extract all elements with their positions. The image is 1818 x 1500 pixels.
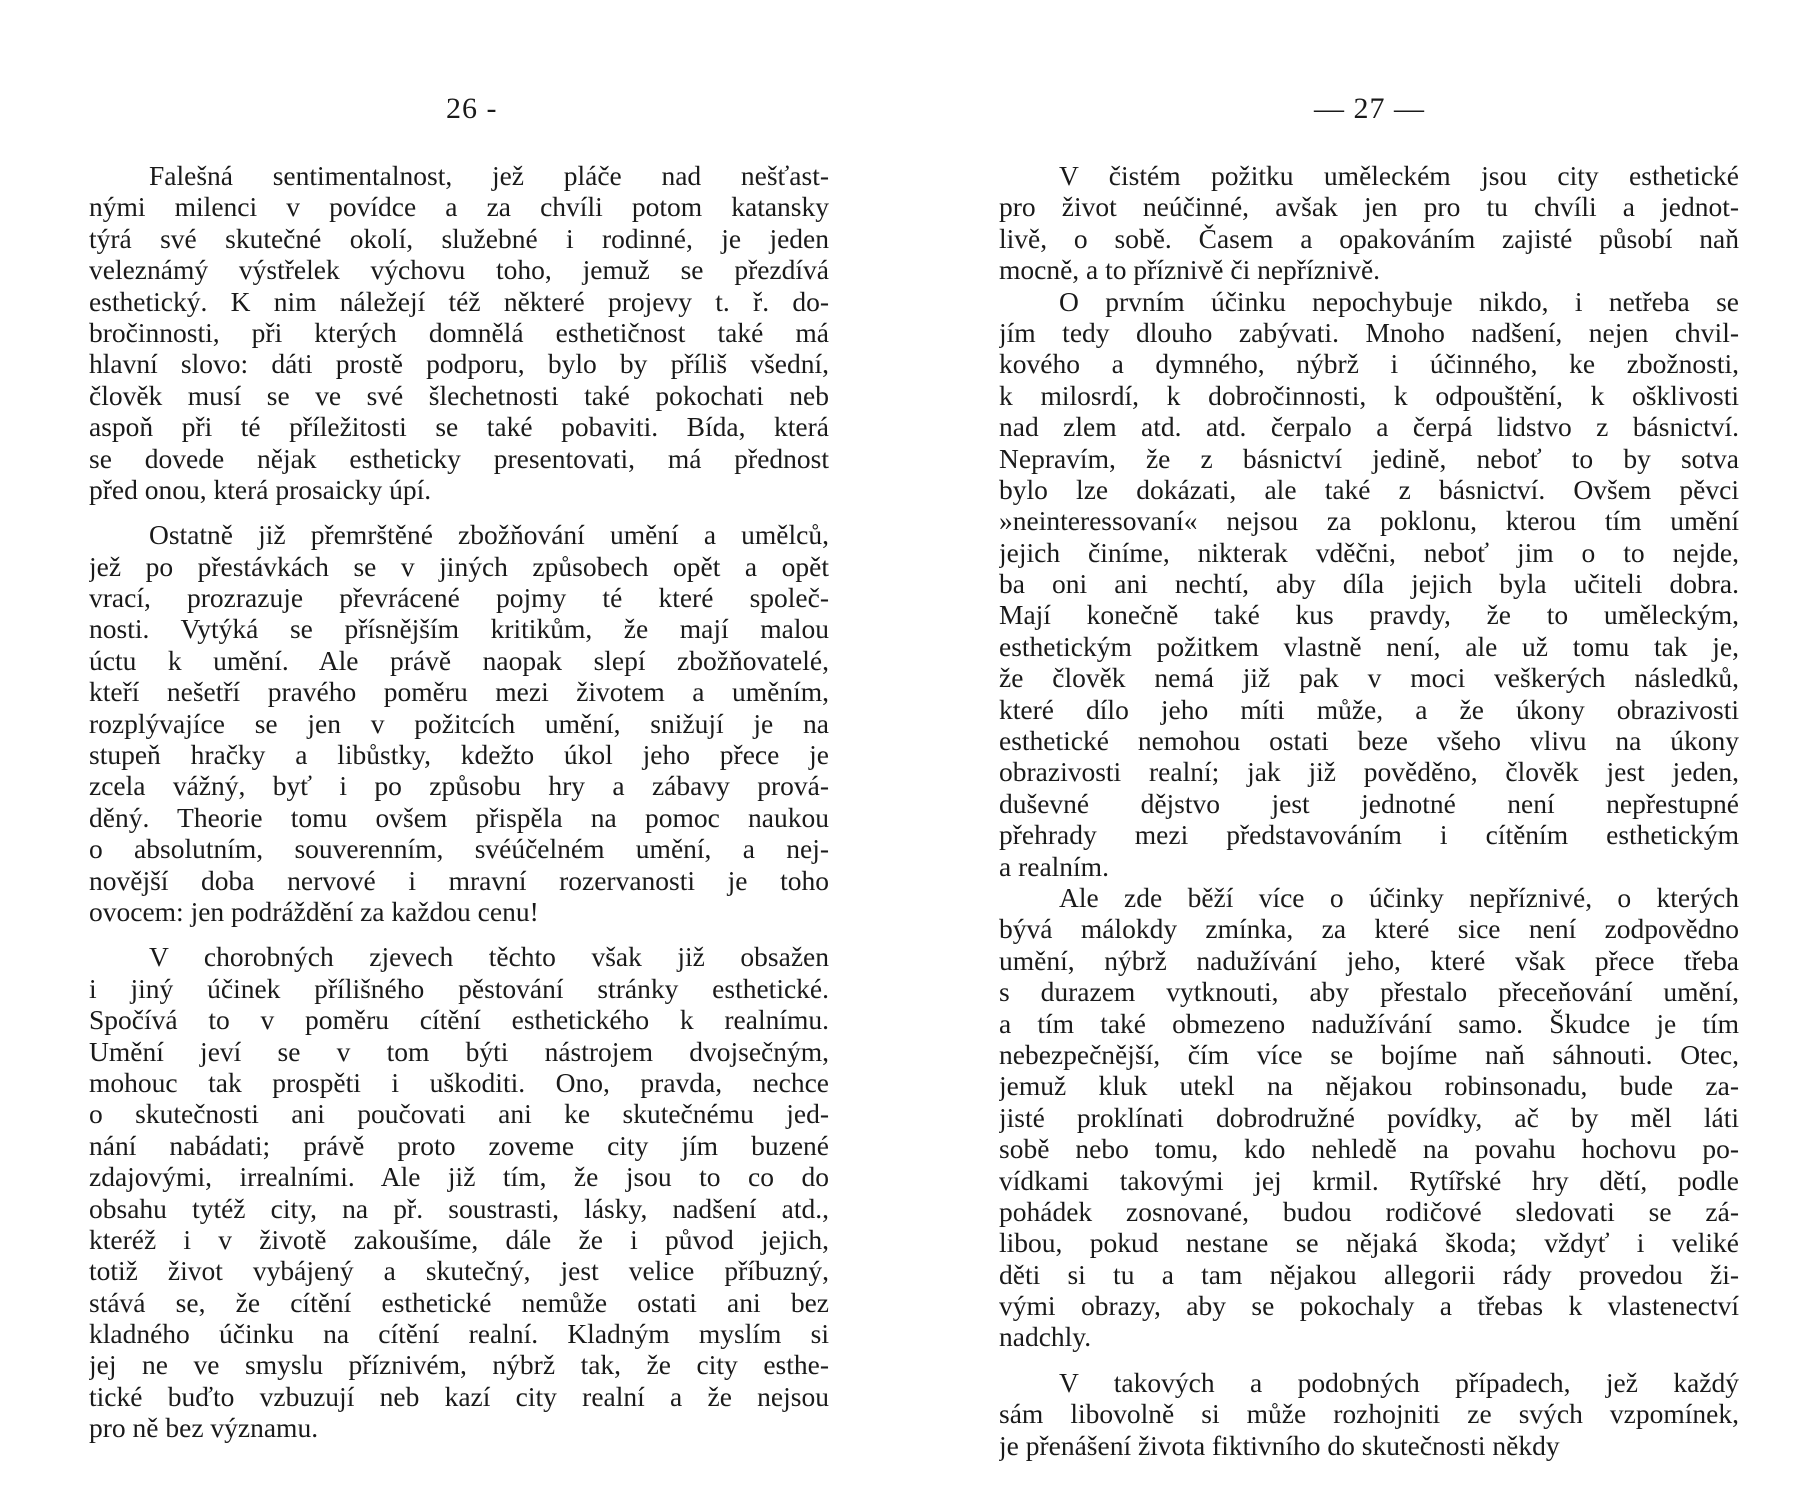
text-line: Spočívá to v poměru cítění esthetického k realnímu. <box>89 1004 829 1036</box>
text-line: nými milenci v povídce a za chvíli potom katansky <box>89 191 829 223</box>
text-line: i jiný účinek přílišného pěstování stránky esthetické. <box>89 972 829 1004</box>
text-line: livě, o sobě. Časem a opakováním zajisté působí naň <box>999 222 1739 254</box>
text-line: pro život neúčinné, avšak jen pro tu chvíli a jednot- <box>999 191 1739 223</box>
text-line: Falešná sentimentalnost, jež pláče nad nešťast- <box>149 160 829 191</box>
text-line: ovocem: jen podráždění za každou cenu! <box>89 895 539 927</box>
paragraph <box>89 160 829 505</box>
text-line: obsahu tytéž city, na př. soustrasti, lásky, nadšení atd., <box>89 1192 829 1224</box>
paragraph <box>89 519 829 927</box>
text-line: kteréž i v životě zakoušíme, dále že i původ jejich, <box>89 1223 829 1255</box>
text-line: esthetický. K nim náležejí též některé projevy t. ř. do- <box>89 285 829 317</box>
text-line: zdajovými, irrealními. Ale již tím, že jsou to co do <box>89 1161 829 1193</box>
paragraph-gap <box>89 505 829 519</box>
text-line: stává se, že cítění esthetické nemůže ostati ani bez <box>89 1286 829 1318</box>
text-line: mohouc tak prospěti i uškoditi. Ono, pravda, nechce <box>89 1066 829 1098</box>
text-line: hlavní slovo: dáti prostě podporu, bylo by příliš všední, <box>89 348 829 380</box>
text-line: přehrady mezi představováním i cítěním esthetickým <box>999 819 1739 851</box>
text-line: nání nabádati; právě proto zoveme city jím buzené <box>89 1129 829 1161</box>
text-line: novější doba nervové i mravní rozervanosti je toho <box>89 864 829 896</box>
text-line: Ale zde běží více o účinky nepříznivé, o kterých <box>1059 881 1739 913</box>
text-line: bylo lze dokázati, ale také z básnictví. Ovšem pěvci <box>999 473 1739 505</box>
text-line: člověk musí se ve své šlechetnosti také pokochati neb <box>89 379 829 411</box>
text-line: bývá málokdy zmínka, za které sice není zodpovědno <box>999 913 1739 945</box>
right-page <box>909 0 1818 1500</box>
text-line: sobě nebo tomu, kdo nehledě na povahu hochovu po- <box>999 1133 1739 1165</box>
text-line: a tím také obmezeno nadužívání samo. Škudce je tím <box>999 1007 1739 1039</box>
text-line: vídkami takovými jej krmil. Rytířské hry dětí, podle <box>999 1164 1739 1196</box>
text-line: Nepravím, že z básnictví jedině, neboť to by sotva <box>999 442 1739 474</box>
text-line: a realním. <box>999 850 1109 882</box>
text-line: kového a dymného, nýbrž i účinného, ke zbožnosti, <box>999 348 1739 380</box>
text-line: V takových a podobných případech, jež každý <box>1059 1366 1739 1398</box>
text-line: Ostatně již přemrštěné zbožňování umění a umělců, <box>149 519 829 551</box>
paragraph <box>89 941 829 1443</box>
text-line: s durazem vytknouti, aby přestalo přeceňování umění, <box>999 976 1739 1008</box>
text-line: nadchly. <box>999 1321 1092 1353</box>
text-line: nebezpečnější, čím více se bojíme naň sáhnouti. Otec, <box>999 1038 1739 1070</box>
text-line: děný. Theorie tomu ovšem přispěla na pomoc naukou <box>89 801 829 833</box>
text-line: V chorobných zjevech těchto však již obsažen <box>149 941 829 973</box>
right-page-text <box>999 160 1739 1461</box>
text-line: pohádek zosnované, budou rodičové sledovati se zá- <box>999 1195 1739 1227</box>
text-line: jím tedy dlouho zabývati. Mnoho nadšení, nejen chvil- <box>999 316 1739 348</box>
text-line: stupeň hračky a libůstky, kdežto úkol jeho přece je <box>89 739 829 771</box>
text-line: kteří nešetří pravého poměru mezi životem a uměním, <box>89 676 829 708</box>
paragraph <box>999 882 1739 1353</box>
text-line: k milosrdí, k dobročinnosti, k odpouštění, k ošklivosti <box>999 379 1739 411</box>
text-line: zcela vážný, byť i po způsobu hry a zábavy prová- <box>89 770 829 802</box>
text-line: pro ně bez významu. <box>89 1412 319 1444</box>
text-line: nosti. Vytýká se přísnějším kritikům, že mají malou <box>89 613 829 645</box>
text-line: »neinteressovaní« nejsou za poklonu, kterou tím umění <box>999 505 1739 537</box>
text-line: děti si tu a tam nějakou allegorii rády provedou ži- <box>999 1258 1739 1290</box>
text-line: Umění jeví se v tom býti nástrojem dvojsečným, <box>89 1035 829 1067</box>
text-line: bročinnosti, při kterých domnělá esthetičnost také má <box>89 316 829 348</box>
text-line: jež po přestávkách se v jiných způsobech opět a opět <box>89 550 829 582</box>
paragraph <box>999 160 1739 286</box>
text-line: že člověk nemá již pak v moci veškerých následků, <box>999 662 1739 694</box>
paragraph-gap <box>89 927 829 941</box>
text-line: esthetickým požitkem vlastně není, ale už tomu tak je, <box>999 630 1739 662</box>
text-line: o absolutním, souverenním, svéúčelném umění, a nej- <box>89 833 829 865</box>
text-line: totiž život vybájený a skutečný, jest velice příbuzný, <box>89 1255 829 1287</box>
text-line: umění, nýbrž nadužívání jeho, které však přece třeba <box>999 944 1739 976</box>
text-line: úctu k umění. Ale právě naopak slepí zbožňovatelé, <box>89 644 829 676</box>
text-line: rozplývajíce se jen v požitcích umění, snižují je na <box>89 707 829 739</box>
paragraph <box>999 1367 1739 1461</box>
left-page-text <box>89 160 829 1444</box>
text-line: jemuž kluk utekl na nějakou robinsonadu, bude za- <box>999 1070 1739 1102</box>
text-line: libou, pokud nestane se nějaká škoda; vždyť i veliké <box>999 1227 1739 1259</box>
text-line: je přenášení života fiktivního do skutečnosti někdy <box>999 1429 1560 1461</box>
paragraph <box>999 286 1739 882</box>
text-line: veleznámý výstřelek výchovu toho, jemuž se přezdívá <box>89 254 829 286</box>
text-line: tické buďto vzbuzují neb kazí city realní a že nejsou <box>89 1380 829 1412</box>
text-line: duševné dějstvo jest jednotné není nepřestupné <box>999 787 1739 819</box>
text-line: V čistém požitku uměleckém jsou city esthetické <box>1059 160 1739 191</box>
text-line: mocně, a to příznivě či nepříznivě. <box>999 254 1381 286</box>
text-line: o skutečnosti ani poučovati ani ke skutečnému jed- <box>89 1098 829 1130</box>
text-line: jejich činíme, nikterak vděčni, neboť jim o to nejde, <box>999 536 1739 568</box>
page-number-right: — 27 — <box>1314 92 1425 125</box>
text-line: které dílo jeho míti může, a že úkony obrazivosti <box>999 693 1739 725</box>
text-line: O prvním účinku nepochybuje nikdo, i netřeba se <box>1059 285 1739 317</box>
text-line: týrá své skutečné okolí, služebné i rodinné, je jeden <box>89 222 829 254</box>
page-number-left: 26 - <box>446 92 498 125</box>
text-line: vými obrazy, aby se pokochaly a třebas k vlastenectví <box>999 1290 1739 1322</box>
text-line: vrací, prozrazuje převrácené pojmy té které společ- <box>89 582 829 614</box>
text-line: obrazivosti realní; jak již pověděno, člověk jest jeden, <box>999 756 1739 788</box>
text-line: jej ne ve smyslu příznivém, nýbrž tak, že city esthe- <box>89 1349 829 1381</box>
text-line: jisté proklínati dobrodružné povídky, ač by měl láti <box>999 1101 1739 1133</box>
text-line: Mají konečně také kus pravdy, že to uměleckým, <box>999 599 1739 631</box>
paragraph-gap <box>999 1353 1739 1367</box>
text-line: se dovede nějak estheticky presentovati, má přednost <box>89 442 829 474</box>
text-line: nad zlem atd. atd. čerpalo a čerpá lidstvo z básnictví. <box>999 411 1739 443</box>
text-line: před onou, která prosaicky úpí. <box>89 473 432 505</box>
text-line: aspoň při té příležitosti se také pobaviti. Bída, která <box>89 411 829 443</box>
text-line: sám libovolně si může rozhojniti ze svých vzpomínek, <box>999 1398 1739 1430</box>
text-line: ba oni ani nechtí, aby díla jejich byla učiteli dobra. <box>999 568 1739 600</box>
text-line: kladného účinku na cítění realní. Kladným myslím si <box>89 1318 829 1350</box>
text-line: esthetické nemohou ostati beze všeho vlivu na úkony <box>999 725 1739 757</box>
